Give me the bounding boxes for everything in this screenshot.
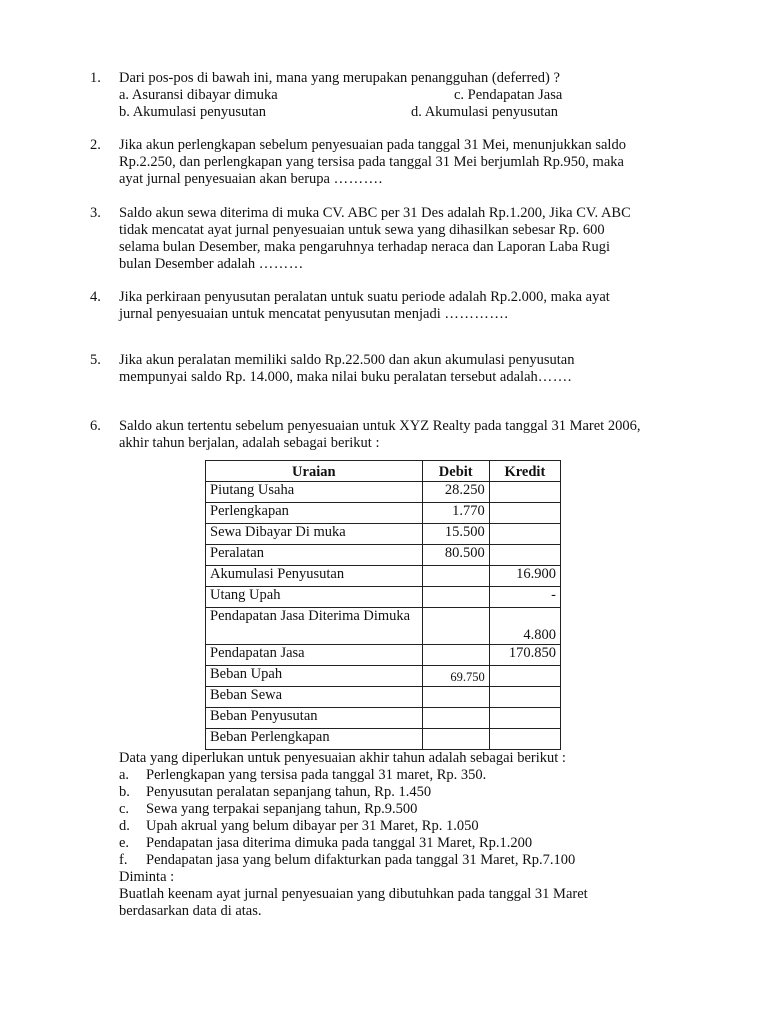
item-text: Penyusutan peralatan sepanjang tahun, Rp. 1.450 [146, 784, 432, 800]
cell-kredit [489, 482, 560, 503]
cell-debit [422, 645, 489, 666]
question-line: mempunyai saldo Rp. 14.000, maka nilai buku peralatan tersebut adalah……. [119, 369, 572, 385]
cell-kredit [489, 666, 560, 687]
answer-blank: ………. [333, 171, 383, 187]
question-number: 5. [90, 352, 101, 368]
question-line: akhir tahun berjalan, adalah sebagai berikut : [119, 435, 380, 451]
table-row [206, 687, 561, 708]
question-3 [90, 205, 700, 273]
cell-uraian: Sewa Dibayar Di muka [206, 524, 423, 545]
table-row [206, 545, 561, 566]
question-5 [90, 352, 700, 386]
question-text [119, 289, 700, 323]
question-line: selama bulan Desember, maka pengaruhnya terhadap neraca dan Laporan Laba Rugi [119, 239, 610, 255]
option-c: c. Pendapatan Jasa [454, 87, 563, 103]
list-item [119, 835, 719, 852]
trial-balance-table [205, 460, 561, 750]
diminta-label: Diminta : [119, 869, 175, 885]
cell-debit [422, 608, 489, 645]
question-number: 6. [90, 418, 101, 434]
item-text: Perlengkapan yang tersisa pada tanggal 31 maret, Rp. 350. [146, 767, 487, 783]
question-line: Saldo akun sewa diterima di muka CV. ABC per 31 Des adalah Rp.1.200, Jika CV. ABC [119, 205, 631, 221]
cell-debit [422, 687, 489, 708]
item-text: Sewa yang terpakai sepanjang tahun, Rp.9.500 [146, 801, 418, 817]
question-number: 2. [90, 137, 101, 153]
adjustment-data [119, 750, 719, 920]
question-text [119, 137, 700, 188]
item-label: a. [119, 767, 130, 783]
option-d: d. Akumulasi penyusutan [411, 104, 559, 120]
cell-kredit [489, 503, 560, 524]
question-number: 3. [90, 205, 101, 221]
cell-kredit [489, 524, 560, 545]
question-text: Dari pos-pos di bawah ini, mana yang merupakan penangguhan (deferred) ? [119, 70, 560, 86]
cell-uraian: Beban Perlengkapan [206, 729, 423, 750]
cell-kredit: 4.800 [489, 608, 560, 645]
question-number: 1. [90, 70, 101, 86]
table-row [206, 482, 561, 503]
item-label: f. [119, 852, 128, 868]
cell-kredit: 16.900 [489, 566, 560, 587]
question-1 [90, 70, 700, 121]
cell-uraian: Peralatan [206, 545, 423, 566]
cell-debit [422, 729, 489, 750]
question-text [119, 352, 700, 386]
cell-debit [422, 566, 489, 587]
cell-uraian: Beban Upah [206, 666, 423, 687]
answer-blank: ……… [258, 256, 304, 272]
question-line: bulan Desember adalah ……… [119, 256, 304, 272]
question-line: Jika perkiraan penyusutan peralatan untuk suatu periode adalah Rp.2.000, maka ayat [119, 289, 610, 305]
table-row [206, 645, 561, 666]
cell-debit [422, 708, 489, 729]
cell-uraian: Perlengkapan [206, 503, 423, 524]
question-line: ayat jurnal penyesuaian akan berupa ………. [119, 171, 383, 187]
answer-blank: …………. [444, 306, 509, 322]
question-line: Jika akun perlengkapan sebelum penyesuaian pada tanggal 31 Mei, menunjukkan saldo [119, 137, 626, 153]
item-text: Pendapatan jasa diterima dimuka pada tanggal 31 Maret, Rp.1.200 [146, 835, 533, 851]
question-text [119, 205, 700, 273]
question-line: Rp.2.250, dan perlengkapan yang tersisa pada tanggal 31 Mei berjumlah Rp.950, maka [119, 154, 624, 170]
cell-kredit [489, 545, 560, 566]
question-6 [90, 418, 700, 452]
cell-uraian: Pendapatan Jasa Diterima Dimuka [206, 608, 423, 645]
instruction-line: Buatlah keenam ayat jurnal penyesuaian yang dibutuhkan pada tanggal 31 Maret [119, 886, 588, 902]
item-text: Pendapatan jasa yang belum difakturkan pada tanggal 31 Maret, Rp.7.100 [146, 852, 576, 868]
cell-debit: 80.500 [422, 545, 489, 566]
cell-uraian: Utang Upah [206, 587, 423, 608]
cell-debit: 69.750 [422, 666, 489, 687]
cell-uraian: Piutang Usaha [206, 482, 423, 503]
table-row [206, 708, 561, 729]
item-label: d. [119, 818, 130, 834]
cell-kredit: 170.850 [489, 645, 560, 666]
cell-uraian: Beban Penyusutan [206, 708, 423, 729]
table-row [206, 587, 561, 608]
cell-debit: 1.770 [422, 503, 489, 524]
column-header-kredit: Kredit [489, 461, 560, 482]
question-number: 4. [90, 289, 101, 305]
list-item [119, 818, 719, 835]
item-label: c. [119, 801, 130, 817]
cell-uraian: Beban Sewa [206, 687, 423, 708]
option-a: a. Asuransi dibayar dimuka [119, 87, 278, 103]
question-line: jurnal penyesuaian untuk mencatat penyusutan menjadi …………. [119, 306, 509, 322]
answer-options [119, 87, 700, 121]
list-item [119, 801, 719, 818]
option-b: b. Akumulasi penyusutan [119, 104, 267, 120]
table-row [206, 666, 561, 687]
cell-kredit: - [489, 587, 560, 608]
question-line: Saldo akun tertentu sebelum penyesuaian untuk XYZ Realty pada tanggal 31 Maret 2006, [119, 418, 641, 434]
cell-uraian: Akumulasi Penyusutan [206, 566, 423, 587]
cell-uraian: Pendapatan Jasa [206, 645, 423, 666]
question-4 [90, 289, 700, 323]
column-header-uraian: Uraian [206, 461, 423, 482]
table-row [206, 524, 561, 545]
table-row [206, 608, 561, 645]
item-label: b. [119, 784, 130, 800]
cell-kredit [489, 729, 560, 750]
list-item [119, 784, 719, 801]
question-line: tidak mencatat ayat jurnal penyesuaian untuk sewa yang dihasilkan sebesar Rp. 600 [119, 222, 605, 238]
question-line: Jika akun peralatan memiliki saldo Rp.22.500 dan akun akumulasi penyusutan [119, 352, 575, 368]
cell-debit [422, 587, 489, 608]
instruction-line: berdasarkan data di atas. [119, 903, 262, 919]
column-header-debit: Debit [422, 461, 489, 482]
adjustment-intro: Data yang diperlukan untuk penyesuaian akhir tahun adalah sebagai berikut : [119, 750, 566, 766]
list-item [119, 852, 719, 869]
question-2 [90, 137, 700, 188]
cell-kredit [489, 708, 560, 729]
question-text [119, 418, 700, 452]
cell-kredit [489, 687, 560, 708]
table-row [206, 729, 561, 750]
list-item [119, 767, 719, 784]
cell-debit: 28.250 [422, 482, 489, 503]
table-row [206, 566, 561, 587]
cell-debit: 15.500 [422, 524, 489, 545]
item-label: e. [119, 835, 130, 851]
item-text: Upah akrual yang belum dibayar per 31 Maret, Rp. 1.050 [146, 818, 479, 834]
table-row [206, 503, 561, 524]
answer-blank: ……. [537, 369, 572, 385]
